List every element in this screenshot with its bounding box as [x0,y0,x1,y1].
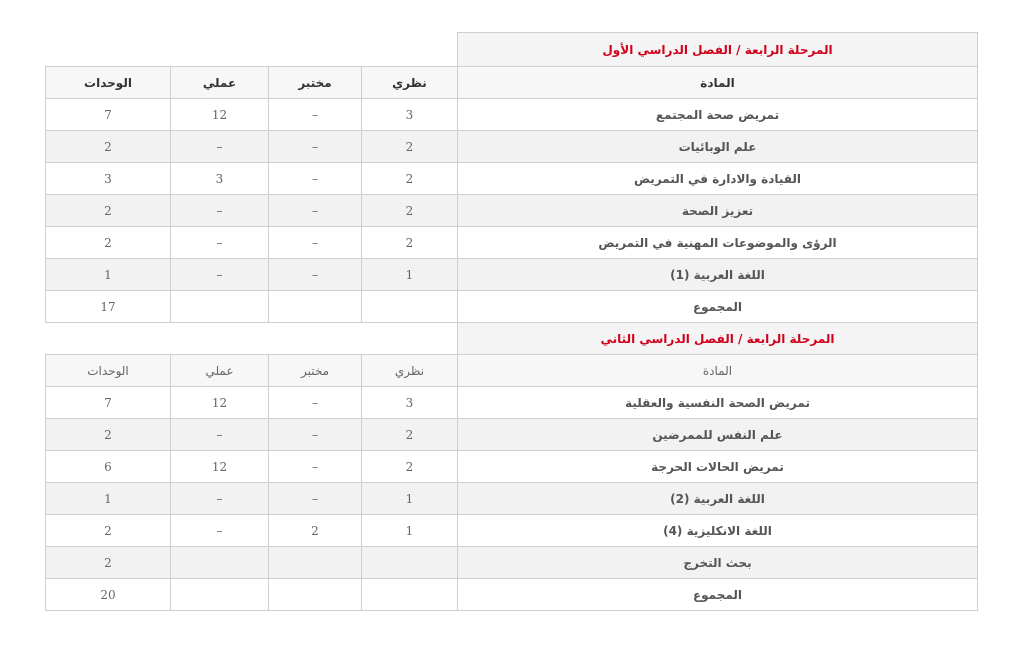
subject-cell: بحث التخرج [458,547,978,579]
practical-cell: 12 [171,387,269,419]
blank-cell [46,323,458,355]
table-row [46,483,978,515]
units-cell: 2 [46,131,171,163]
column-header-subject: المادة [458,355,978,387]
practical-cell [171,291,269,323]
semester-title: المرحلة الرابعة / الفصل الدراسي الأول [458,33,978,67]
subject-cell: المجموع [458,291,978,323]
theory-cell: 3 [362,99,458,131]
subject-cell: القيادة والادارة في التمريض [458,163,978,195]
theory-cell: 1 [362,515,458,547]
table-row [46,419,978,451]
theory-cell [362,547,458,579]
practical-cell: – [171,195,269,227]
subject-cell: المجموع [458,579,978,611]
theory-cell [362,579,458,611]
subject-cell: اللغة الانكليزية (4) [458,515,978,547]
subject-cell: تمريض الحالات الحرجة [458,451,978,483]
subject-cell: علم الوبائيات [458,131,978,163]
units-cell: 2 [46,227,171,259]
theory-cell: 2 [362,131,458,163]
column-header-theory: نظري [362,67,458,99]
blank-cell [46,33,458,67]
curriculum-tables [45,32,977,611]
subject-cell: تمريض الصحة النفسية والعقلية [458,387,978,419]
theory-cell [362,291,458,323]
table-row [46,547,978,579]
practical-cell [171,579,269,611]
table-row [46,227,978,259]
table-row [46,99,978,131]
practical-cell: – [171,227,269,259]
table-row [46,131,978,163]
practical-cell: – [171,259,269,291]
table-row [46,451,978,483]
table-row [46,515,978,547]
subject-cell: الرؤى والموضوعات المهنية في التمريض [458,227,978,259]
units-cell: 2 [46,419,171,451]
lab-cell: – [269,451,362,483]
units-cell: 2 [46,195,171,227]
practical-cell: 12 [171,451,269,483]
column-header-practical: عملي [171,67,269,99]
lab-cell: – [269,419,362,451]
column-header-practical: عملي [171,355,269,387]
practical-cell: 12 [171,99,269,131]
practical-cell: – [171,419,269,451]
column-header-subject: المادة [458,67,978,99]
practical-cell [171,547,269,579]
semester-title-row [46,323,978,355]
lab-cell: – [269,163,362,195]
lab-cell: – [269,259,362,291]
table-row [46,259,978,291]
lab-cell: – [269,483,362,515]
units-cell: 3 [46,163,171,195]
column-header-theory: نظري [362,355,458,387]
practical-cell: – [171,515,269,547]
theory-cell: 2 [362,227,458,259]
units-cell: 2 [46,515,171,547]
units-cell: 1 [46,259,171,291]
units-cell: 6 [46,451,171,483]
column-header-lab: مختبر [269,67,362,99]
theory-cell: 1 [362,259,458,291]
curriculum-table [45,32,978,611]
subject-cell: تعزيز الصحة [458,195,978,227]
lab-cell: – [269,131,362,163]
column-header-units: الوحدات [46,355,171,387]
units-cell: 1 [46,483,171,515]
theory-cell: 2 [362,163,458,195]
lab-cell: – [269,195,362,227]
curriculum-table-body [46,33,978,611]
lab-cell [269,579,362,611]
lab-cell: – [269,387,362,419]
table-row [46,163,978,195]
units-cell: 17 [46,291,171,323]
subject-cell: تمريض صحة المجتمع [458,99,978,131]
lab-cell: 2 [269,515,362,547]
semester-title: المرحلة الرابعة / الفصل الدراسي الثاني [458,323,978,355]
subject-cell: اللغة العربية (2) [458,483,978,515]
units-cell: 7 [46,99,171,131]
subject-cell: اللغة العربية (1) [458,259,978,291]
header-row [46,67,978,99]
subject-cell: علم النفس للممرضين [458,419,978,451]
column-header-lab: مختبر [269,355,362,387]
theory-cell: 3 [362,387,458,419]
semester-title-row [46,33,978,67]
theory-cell: 2 [362,451,458,483]
theory-cell: 2 [362,419,458,451]
units-cell: 7 [46,387,171,419]
units-cell: 20 [46,579,171,611]
table-row [46,195,978,227]
practical-cell: – [171,131,269,163]
lab-cell: – [269,99,362,131]
column-header-units: الوحدات [46,67,171,99]
practical-cell: – [171,483,269,515]
lab-cell [269,291,362,323]
table-row [46,291,978,323]
table-row [46,387,978,419]
table-row [46,579,978,611]
lab-cell [269,547,362,579]
lab-cell: – [269,227,362,259]
practical-cell: 3 [171,163,269,195]
header-row [46,355,978,387]
units-cell: 2 [46,547,171,579]
theory-cell: 2 [362,195,458,227]
theory-cell: 1 [362,483,458,515]
